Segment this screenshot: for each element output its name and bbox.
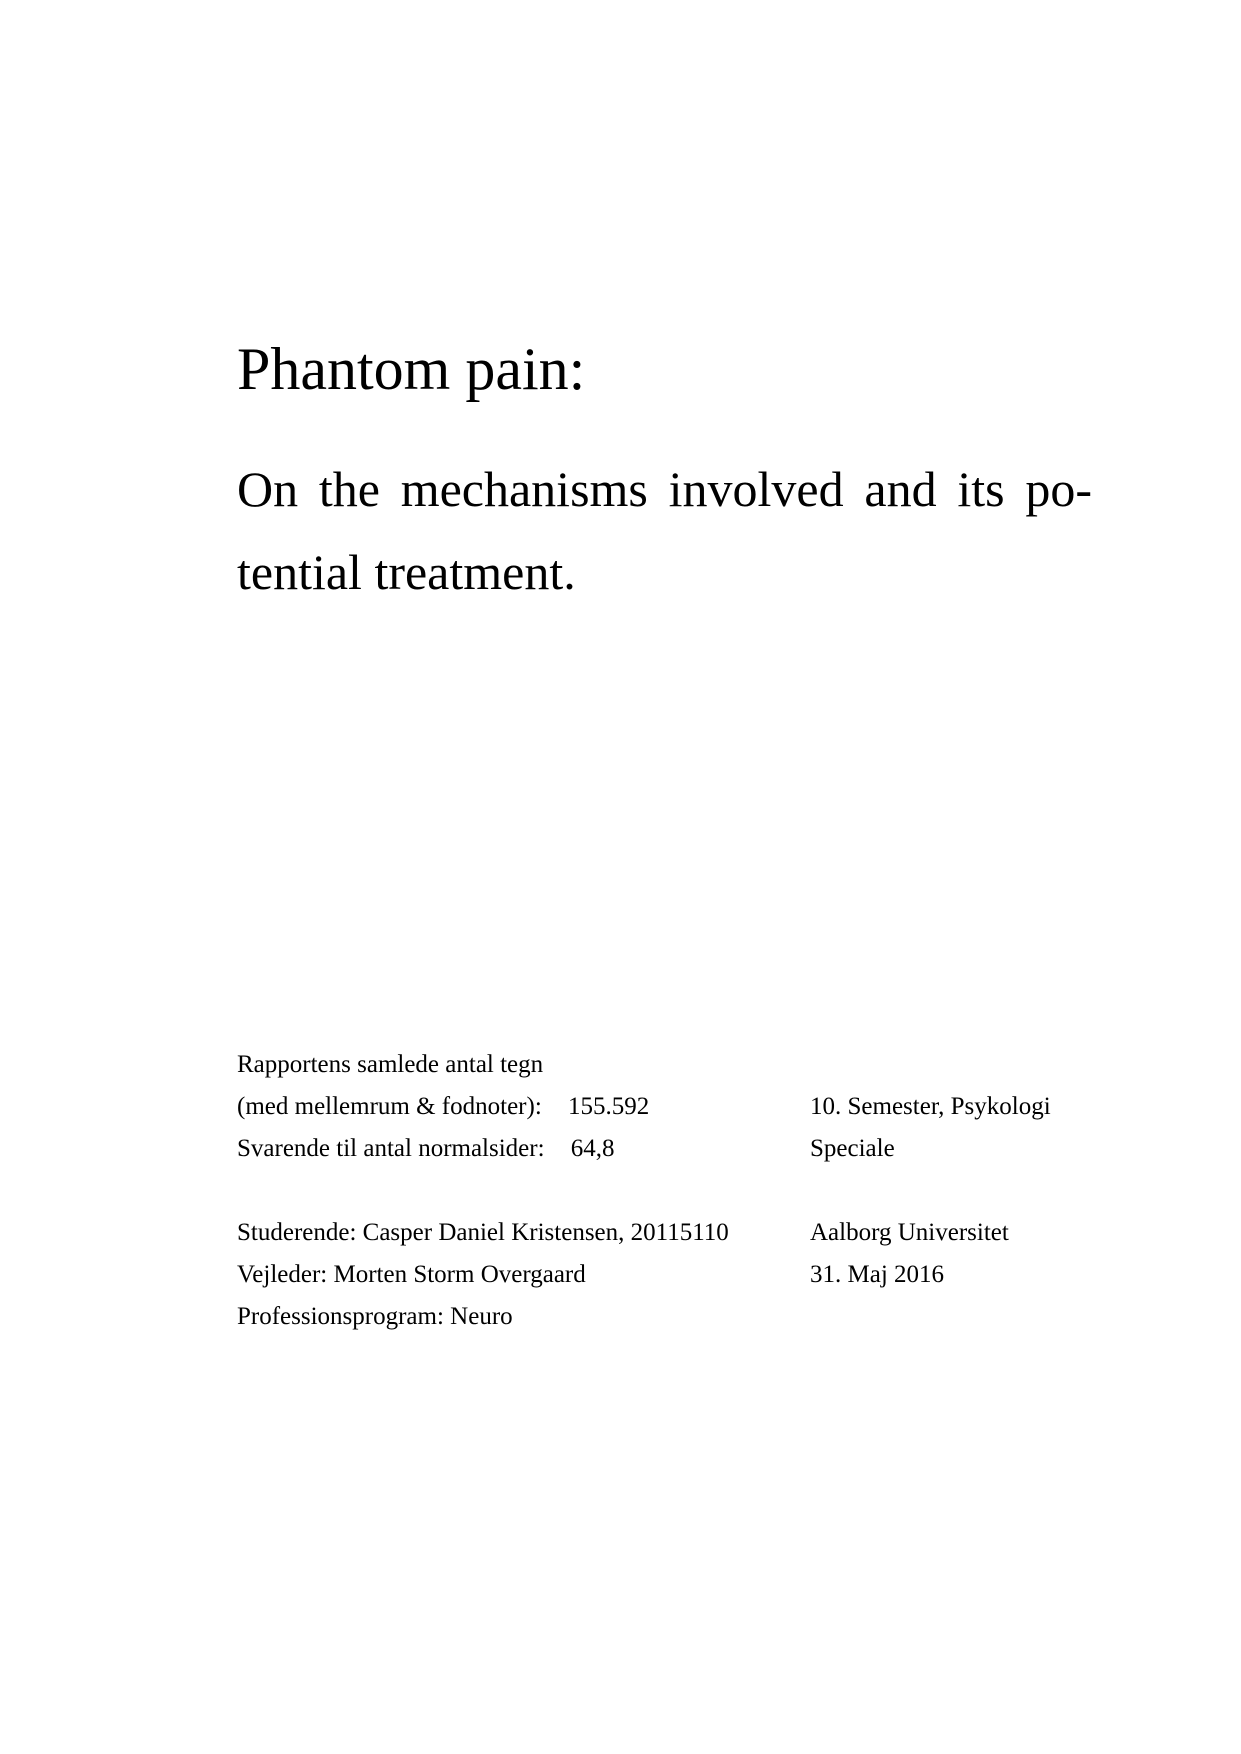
normal-pages-row [237,1128,729,1170]
university-line: Aalborg Universitet [810,1219,1009,1246]
student-line: Studerende: Casper Daniel Kristensen, 20115110 [237,1219,729,1246]
thesis-type-line: Speciale [810,1135,895,1162]
normal-pages-label: Svarende til antal normalsider: [237,1135,545,1162]
metadata-left-column [237,1044,729,1338]
spacer-row [810,1044,1051,1086]
spacer-row [810,1170,1051,1212]
char-count-row [237,1086,729,1128]
document-subtitle-line-2: tential treatment. [237,544,576,600]
char-count-label: (med mellemrum & fodnoter): [237,1093,542,1120]
document-title: Phantom pain: [237,336,586,402]
normal-pages-value: 64,8 [570,1135,615,1162]
program-line: Professionsprogram: Neuro [237,1303,513,1330]
char-count-value: 155.592 [568,1093,650,1120]
char-count-heading: Rapportens samlede antal tegn [237,1051,544,1078]
date-line: 31. Maj 2016 [810,1261,945,1288]
spacer-row [237,1170,729,1212]
metadata-right-column [810,1044,1051,1296]
document-subtitle-line-1: On the mechanisms involved and its po- [237,461,1092,517]
semester-line: 10. Semester, Psykologi [810,1093,1051,1120]
supervisor-line: Vejleder: Morten Storm Overgaard [237,1261,586,1288]
